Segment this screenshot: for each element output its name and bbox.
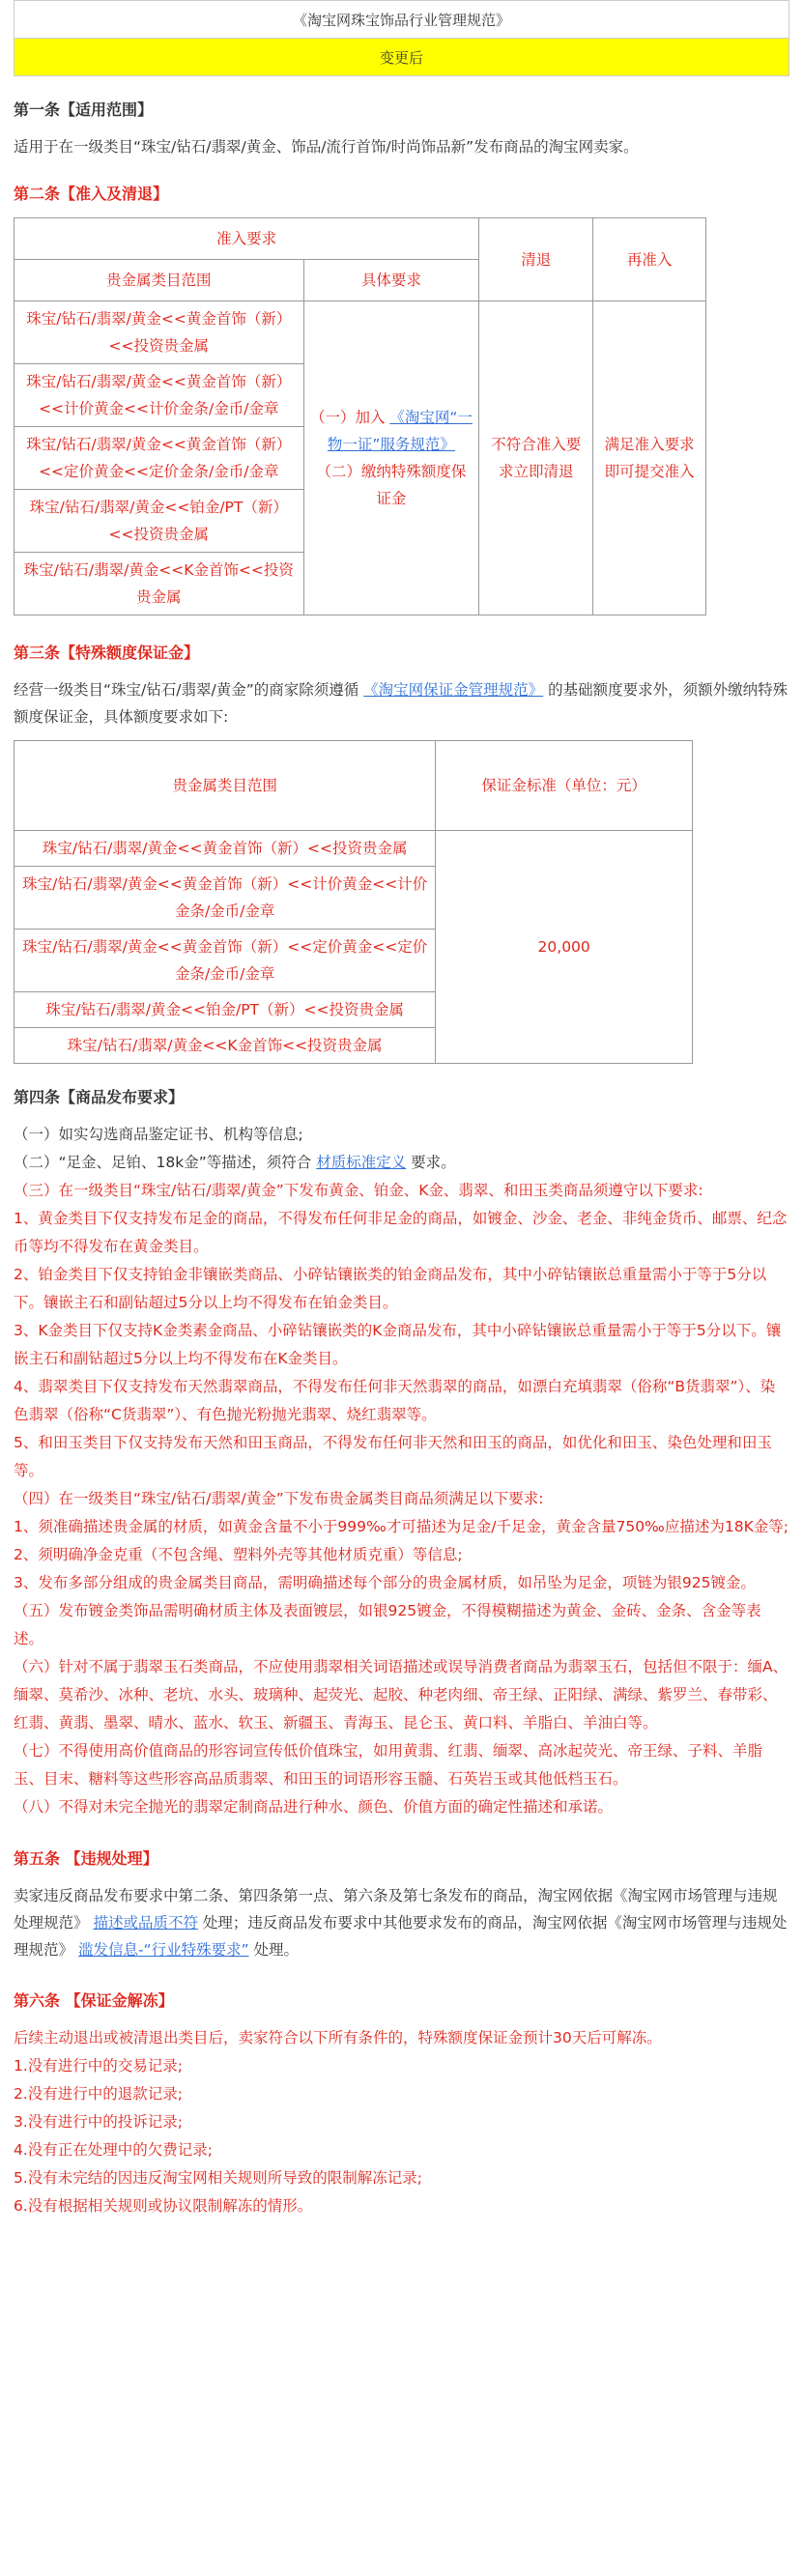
category-cell: 珠宝/钻石/翡翠/黄金<<黄金首饰（新）<<计价黄金<<计价金条/金币/金章 — [14, 364, 304, 427]
deposit-category-cell: 珠宝/钻石/翡翠/黄金<<K金首饰<<投资贵金属 — [14, 1028, 436, 1064]
article-4-item-2 — [14, 1149, 789, 1177]
article-4-red-item: 2、须明确净金克重（不包含绳、塑料外壳等其他材质克重）等信息; — [14, 1546, 463, 1563]
deposit-rules-link[interactable]: 《淘宝网保证金管理规范》 — [363, 681, 544, 699]
deposit-category-cell: 珠宝/钻石/翡翠/黄金<<黄金首饰（新）<<投资贵金属 — [14, 831, 436, 867]
deposit-category-cell: 珠宝/钻石/翡翠/黄金<<黄金首饰（新）<<定价黄金<<定价金条/金币/金章 — [14, 930, 436, 992]
material-standard-link[interactable]: 材质标准定义 — [316, 1154, 407, 1171]
article-6-intro: 后续主动退出或被清退出类目后，卖家符合以下所有条件的，特殊额度保证金预计30天后可解冻。 — [14, 2029, 662, 2046]
article-4-red-item: 3、K金类目下仅支持K金类素金商品、小碎钻镶嵌类的K金商品发布，其中小碎钻镶嵌总重量需小于等于5分以下。镶嵌主石和副钻超过5分以上均不得发布在K金类目。 — [14, 1322, 782, 1367]
article-1-heading: 第一条【适用范围】 — [14, 100, 154, 119]
category-cell: 珠宝/钻石/翡翠/黄金<<黄金首饰（新）<<定价黄金<<定价金条/金币/金章 — [14, 427, 304, 490]
article-4-red-item: 5、和田玉类目下仅支持发布天然和田玉商品，不得发布任何非天然和田玉的商品，如优化和田玉、染色处理和田玉等。 — [14, 1434, 772, 1479]
access-requirements-header: 准入要求 — [14, 218, 479, 260]
article-4-red-item: （六）针对不属于翡翠玉石类商品，不应使用翡翠相关词语描述或误导消费者商品为翡翠玉石，包括但不限于：缅A、缅翠、莫希沙、冰种、老坑、水头、玻璃种、起荧光、起胶、种老肉细、帝王绿、正阳绿、满绿、紫罗兰、春带彩、红翡、黄翡、墨翠、晴水、蓝水、软玉、新疆玉、青海玉、昆仑玉、黄口料、羊脂白、羊油白等。 — [14, 1658, 789, 1732]
spec-deposit: （二）缴纳特殊额度保证金 — [316, 463, 467, 507]
article-4-red-item: （三）在一级类目“珠宝/钻石/翡翠/黄金”下发布黄金、铂金、K金、翡翠、和田玉类商品须遵守以下要求: — [14, 1182, 703, 1199]
article-4-red-item: （七）不得使用高价值商品的形容词宣传低价值珠宝，如用黄翡、红翡、缅翠、高冰起荧光、帝王绿、子料、羊脂玉、目末、糖料等这些形容高品质翡翠、和田玉的词语形容玉髓、石英岩玉或其他低档玉石。 — [14, 1742, 763, 1788]
document-header-table — [14, 0, 789, 76]
article-4-red-item: 1、须准确描述贵金属的材质，如黄金含量不小于999‰才可描述为足金/千足金，黄金含量750‰应描述为18K金等; — [14, 1518, 789, 1535]
industry-special-requirement-link[interactable]: 滥发信息-“行业特殊要求” — [77, 1941, 249, 1959]
description-mismatch-link[interactable]: 描述或品质不符 — [93, 1914, 198, 1932]
document-body — [0, 98, 803, 2230]
clear-cell: 不符合准入要求立即清退 — [479, 301, 593, 615]
article-5-text-2: 处理；违反商品发布要求中其他要求发布的商品，淘宝网依据《淘宝网市场管理与违规处理规范》 — [14, 1914, 788, 1959]
spec-prefix: （一）加入 — [309, 409, 386, 426]
article-4-red-item: （八）不得对未完全抛光的翡翠定制商品进行种水、颜色、价值方面的确定性描述和承诺。 — [14, 1798, 614, 1816]
specific-requirements-cell — [303, 301, 479, 615]
category-scope-header: 贵金属类目范围 — [14, 260, 304, 301]
document-title: 《淘宝网珠宝饰品行业管理规范》 — [14, 1, 789, 39]
article-4-red-item: （五）发布镀金类饰品需明确材质主体及表面镀层，如银925镀金，不得模糊描述为黄金、金砖、金条、含金等表述。 — [14, 1602, 761, 1647]
change-banner: 变更后 — [14, 39, 789, 76]
article-4-red-item: 1、黄金类目下仅支持发布足金的商品，不得发布任何非足金的商品，如镀金、沙金、老金、非纯金货币、邮票、纪念币等均不得发布在黄金类目。 — [14, 1210, 788, 1255]
article-6-item: 4.没有正在处理中的欠费记录; — [14, 2141, 214, 2159]
category-cell: 珠宝/钻石/翡翠/黄金<<K金首饰<<投资贵金属 — [14, 553, 304, 615]
article-4-red-item: （四）在一级类目“珠宝/钻石/翡翠/黄金”下发布贵金属类目商品须满足以下要求: — [14, 1490, 544, 1507]
readmit-cell: 满足准入要求即可提交准入 — [593, 301, 706, 615]
article-5-text-1: 卖家违反商品发布要求中第二条、第四条第一点、第六条及第七条发布的商品，淘宝网依据《淘宝网市场管理与违规处理规范》 — [14, 1887, 778, 1932]
article-6-item: 5.没有未完结的因违反淘宝网相关规则所导致的限制解冻记录; — [14, 2169, 423, 2187]
article-5-text — [14, 1882, 789, 1963]
article-4-heading: 第四条【商品发布要求】 — [14, 1088, 185, 1106]
article-6-item: 3.没有进行中的投诉记录; — [14, 2113, 184, 2131]
article-5-heading: 第五条 【违规处理】 — [14, 1849, 158, 1868]
article-4-red-item: 4、翡翠类目下仅支持发布天然翡翠商品，不得发布任何非天然翡翠的商品，如漂白充填翡翠（俗称“B货翡翠”）、染色翡翠（俗称“C货翡翠”）、有色抛光粉抛光翡翠、烧红翡翠等。 — [14, 1378, 776, 1423]
article-6-item: 2.没有进行中的退款记录; — [14, 2085, 184, 2103]
article-4-red-item: 3、发布多部分组成的贵金属类目商品，需明确描述每个部分的贵金属材质，如吊坠为足金，项链为银925镀金。 — [14, 1574, 756, 1591]
article-4-red-item: 2、铂金类目下仅支持铂金非镶嵌类商品、小碎钻镶嵌类的铂金商品发布，其中小碎钻镶嵌总重量需小于等于5分以下。镶嵌主石和副钻超过5分以上均不得发布在铂金类目。 — [14, 1266, 767, 1311]
one-item-one-cert-link[interactable]: 《淘宝网“一物一证”服务规范》 — [327, 409, 473, 453]
article-5-text-3: 处理。 — [253, 1941, 300, 1959]
article-2-heading: 第二条【准入及清退】 — [14, 185, 169, 203]
category-cell: 珠宝/钻石/翡翠/黄金<<黄金首饰（新）<<投资贵金属 — [14, 301, 304, 364]
article-6-item: 6.没有根据相关规则或协议限制解冻的情形。 — [14, 2197, 313, 2215]
article-3-text-after: 的基础额度要求外，须额外缴纳特殊额度保证金，具体额度要求如下: — [14, 681, 789, 726]
deposit-category-cell: 珠宝/钻石/翡翠/黄金<<铂金/PT（新）<<投资贵金属 — [14, 992, 436, 1028]
deposit-standard-header: 保证金标准（单位：元） — [436, 741, 693, 831]
readmit-header: 再准入 — [593, 218, 706, 301]
article-6-item: 1.没有进行中的交易记录; — [14, 2057, 184, 2075]
deposit-amount-cell: 20,000 — [436, 831, 693, 1064]
article-4-item-1: （一）如实勾选商品鉴定证书、机构等信息; — [14, 1126, 303, 1143]
deposit-category-header: 贵金属类目范围 — [14, 741, 436, 831]
clear-header: 清退 — [479, 218, 593, 301]
deposit-category-cell: 珠宝/钻石/翡翠/黄金<<黄金首饰（新）<<计价黄金<<计价金条/金币/金章 — [14, 867, 436, 930]
specific-requirements-header: 具体要求 — [303, 260, 479, 301]
article-4-item-2-before: （二）“足金、足铂、18k金”等描述，须符合 — [14, 1154, 312, 1171]
category-cell: 珠宝/钻石/翡翠/黄金<<铂金/PT（新）<<投资贵金属 — [14, 490, 304, 553]
article-3-text — [14, 676, 789, 730]
article-3-text-before: 经营一级类目“珠宝/钻石/翡翠/黄金”的商家除须遵循 — [14, 681, 359, 699]
article-6-heading: 第六条 【保证金解冻】 — [14, 1991, 174, 2010]
deposit-table — [14, 740, 693, 1064]
article-4-item-2-after: 要求。 — [411, 1154, 456, 1171]
article-3-heading: 第三条【特殊额度保证金】 — [14, 644, 200, 662]
access-table — [14, 217, 706, 615]
article-1-text: 适用于在一级类目“珠宝/钻石/翡翠/黄金、饰品/流行首饰/时尚饰品新”发布商品的淘宝网卖家。 — [14, 138, 639, 156]
